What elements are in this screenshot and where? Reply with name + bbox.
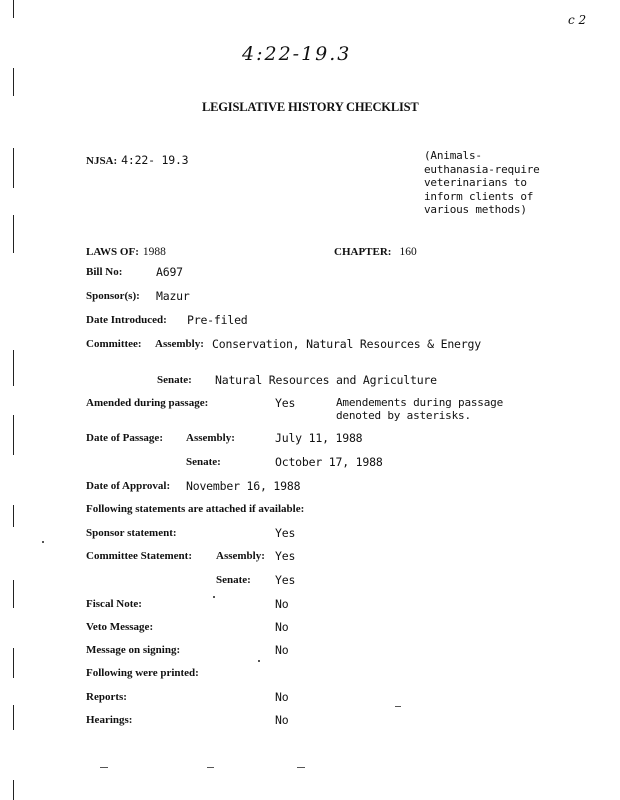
committee-assembly-value: Conservation, Natural Resources & Energy <box>212 337 481 351</box>
amended-label: Amended during passage: <box>86 397 209 409</box>
passage-assembly-label: Assembly: <box>186 432 235 444</box>
scan-margin-mark <box>13 780 14 800</box>
veto-message-label: Veto Message: <box>86 621 154 633</box>
chapter-label: CHAPTER: <box>334 246 392 258</box>
date-introduced-label: Date Introduced: <box>86 314 167 326</box>
chapter-value: 160 <box>399 246 417 258</box>
sponsor-statement-label: Sponsor statement: <box>86 527 177 539</box>
fiscal-note-label: Fiscal Note: <box>86 598 142 610</box>
committee-statement-label: Committee Statement: <box>86 550 192 562</box>
hearings-label: Hearings: <box>86 714 133 726</box>
committee-senate-label: Senate: <box>157 374 192 386</box>
committee-assembly-label: Assembly: <box>155 338 204 350</box>
scan-margin-mark <box>13 68 14 96</box>
printed-heading: Following were printed: <box>86 667 199 679</box>
laws-of-row <box>86 242 166 260</box>
scan-margin-mark <box>13 415 14 455</box>
passage-senate-value: October 17, 1988 <box>275 455 383 469</box>
sponsors-value: Mazur <box>156 289 190 303</box>
scan-margin-mark <box>13 705 14 730</box>
message-on-signing-label: Message on signing: <box>86 644 181 656</box>
scan-margin-mark <box>13 648 14 678</box>
njsa-label: NJSA: <box>86 155 118 167</box>
scan-speck <box>100 767 108 768</box>
amended-value: Yes <box>275 396 296 410</box>
committee-senate-value: Natural Resources and Agriculture <box>215 373 437 387</box>
hearings-value: No <box>275 713 289 727</box>
handwritten-statute-number: 4:22-19.3 <box>242 43 352 65</box>
scan-speck <box>207 767 214 768</box>
scan-speck <box>395 706 401 707</box>
chapter-row <box>334 242 417 260</box>
njsa-row <box>86 151 188 169</box>
sponsor-statement-value: Yes <box>275 526 296 540</box>
sponsors-label: Sponsor(s): <box>86 290 140 302</box>
laws-of-label: LAWS OF: <box>86 246 139 258</box>
committee-label: Committee: <box>86 338 142 350</box>
scan-margin-mark <box>13 0 14 18</box>
message-on-signing-value: No <box>275 643 289 657</box>
scan-speck <box>258 660 260 662</box>
scan-margin-mark <box>13 505 14 527</box>
committee-statement-assembly-value: Yes <box>275 549 296 563</box>
fiscal-note-value: No <box>275 597 289 611</box>
subject-description: (Animals- euthanasia-require veterinarians to inform clients of various methods) <box>424 149 540 216</box>
date-of-passage-label: Date of Passage: <box>86 432 163 444</box>
scan-margin-mark <box>13 148 14 188</box>
amended-note: Amendements during passage denoted by asterisks. <box>336 396 503 422</box>
attached-statements-heading: Following statements are attached if available: <box>86 503 305 515</box>
date-of-approval-label: Date of Approval: <box>86 480 171 492</box>
reports-label: Reports: <box>86 691 127 703</box>
scan-margin-mark <box>13 580 14 608</box>
reports-value: No <box>275 690 289 704</box>
scan-speck <box>297 767 305 768</box>
njsa-value: 4:22- 19.3 <box>121 153 189 167</box>
page-title: LEGISLATIVE HISTORY CHECKLIST <box>202 100 419 114</box>
scan-margin-mark <box>13 350 14 386</box>
committee-statement-assembly-label: Assembly: <box>216 550 265 562</box>
bill-no-value: A697 <box>156 265 183 279</box>
bill-no-label: Bill No: <box>86 266 123 278</box>
date-of-approval-value: November 16, 1988 <box>186 479 301 493</box>
scan-margin-mark <box>13 215 14 253</box>
scan-speck <box>213 596 215 598</box>
veto-message-value: No <box>275 620 289 634</box>
passage-assembly-value: July 11, 1988 <box>275 431 363 445</box>
scan-speck <box>42 541 44 543</box>
passage-senate-label: Senate: <box>186 456 221 468</box>
committee-statement-senate-label: Senate: <box>216 574 251 586</box>
corner-mark: c 2 <box>568 13 587 27</box>
committee-statement-senate-value: Yes <box>275 573 296 587</box>
laws-of-value: 1988 <box>142 246 166 258</box>
date-introduced-value: Pre-filed <box>187 313 248 327</box>
